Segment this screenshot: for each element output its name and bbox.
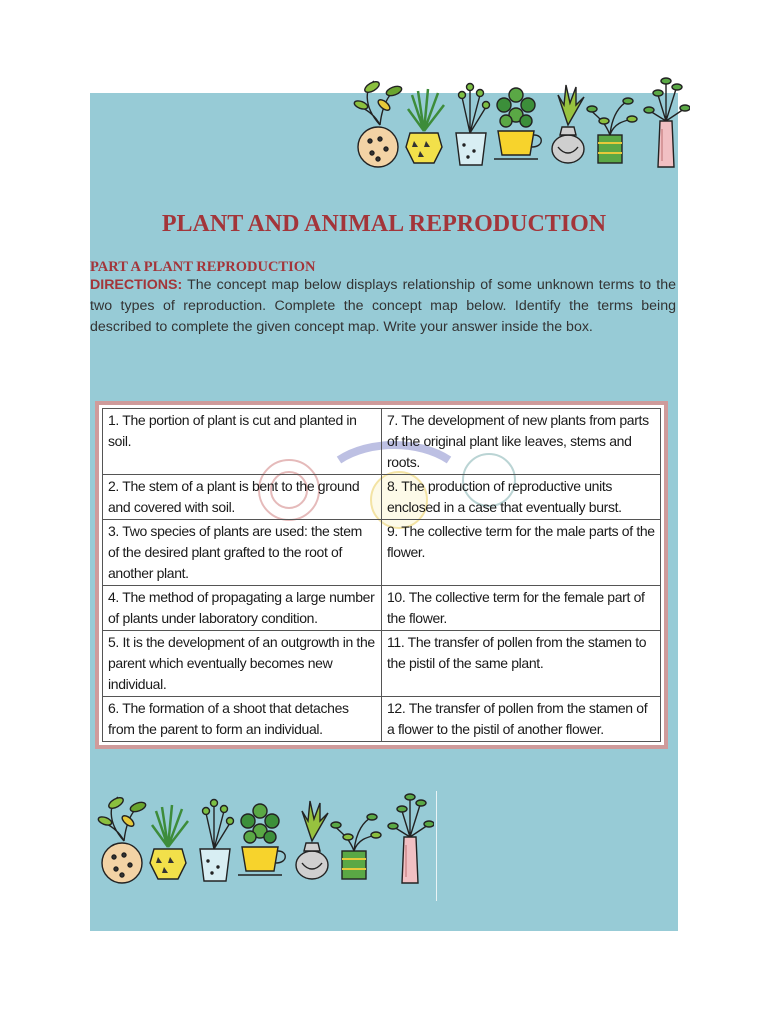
terms-table bbox=[102, 408, 661, 742]
directions-paragraph bbox=[90, 275, 676, 338]
table-row bbox=[103, 520, 661, 586]
table-cell: 5. It is the development of an outgrowth in the parent which eventually becomes new individual. bbox=[103, 631, 382, 697]
table-cell: 1. The portion of plant is cut and planted in soil. bbox=[103, 409, 382, 475]
table-cell: 12. The transfer of pollen from the stamen of a flower to the pistil of another flower. bbox=[382, 697, 661, 742]
table-cell: 4. The method of propagating a large number of plants under laboratory condition. bbox=[103, 586, 382, 631]
table-cell: 9. The collective term for the male parts of the flower. bbox=[382, 520, 661, 586]
terms-table-frame bbox=[95, 401, 668, 749]
table-cell: 11. The transfer of pollen from the stamen to the pistil of the same plant. bbox=[382, 631, 661, 697]
table-cell: 10. The collective term for the female part of the flower. bbox=[382, 586, 661, 631]
directions-label: DIRECTIONS: bbox=[90, 277, 183, 293]
page-title: PLANT AND ANIMAL REPRODUCTION bbox=[161, 211, 607, 237]
table-cell: 3. Two species of plants are used: the stem of the desired plant grafted to the root of another plant. bbox=[103, 520, 382, 586]
table-cell: 8. The production of reproductive units enclosed in a case that eventually burst. bbox=[382, 475, 661, 520]
table-cell: 7. The development of new plants from parts of the original plant like leaves, stems and roots. bbox=[382, 409, 661, 475]
potted-plants-bottom-icon bbox=[96, 791, 434, 891]
potted-plants-top-icon bbox=[352, 75, 690, 175]
worksheet-page bbox=[90, 93, 678, 931]
table-row bbox=[103, 697, 661, 742]
table-row bbox=[103, 586, 661, 631]
table-row bbox=[103, 631, 661, 697]
table-row bbox=[103, 409, 661, 475]
directions-text: The concept map below displays relationship of some unknown terms to the two types of reproduction. Complete the concept map below. Identify the terms being described to complete the given concept map. Write your answer inside the box. bbox=[90, 277, 677, 335]
table-cell: 6. The formation of a shoot that detaches from the parent to form an individual. bbox=[103, 697, 382, 742]
divider-line bbox=[436, 791, 437, 901]
part-heading: PART A PLANT REPRODUCTION bbox=[90, 259, 316, 275]
table-row bbox=[103, 475, 661, 520]
table-cell: 2. The stem of a plant is bent to the ground and covered with soil. bbox=[103, 475, 382, 520]
